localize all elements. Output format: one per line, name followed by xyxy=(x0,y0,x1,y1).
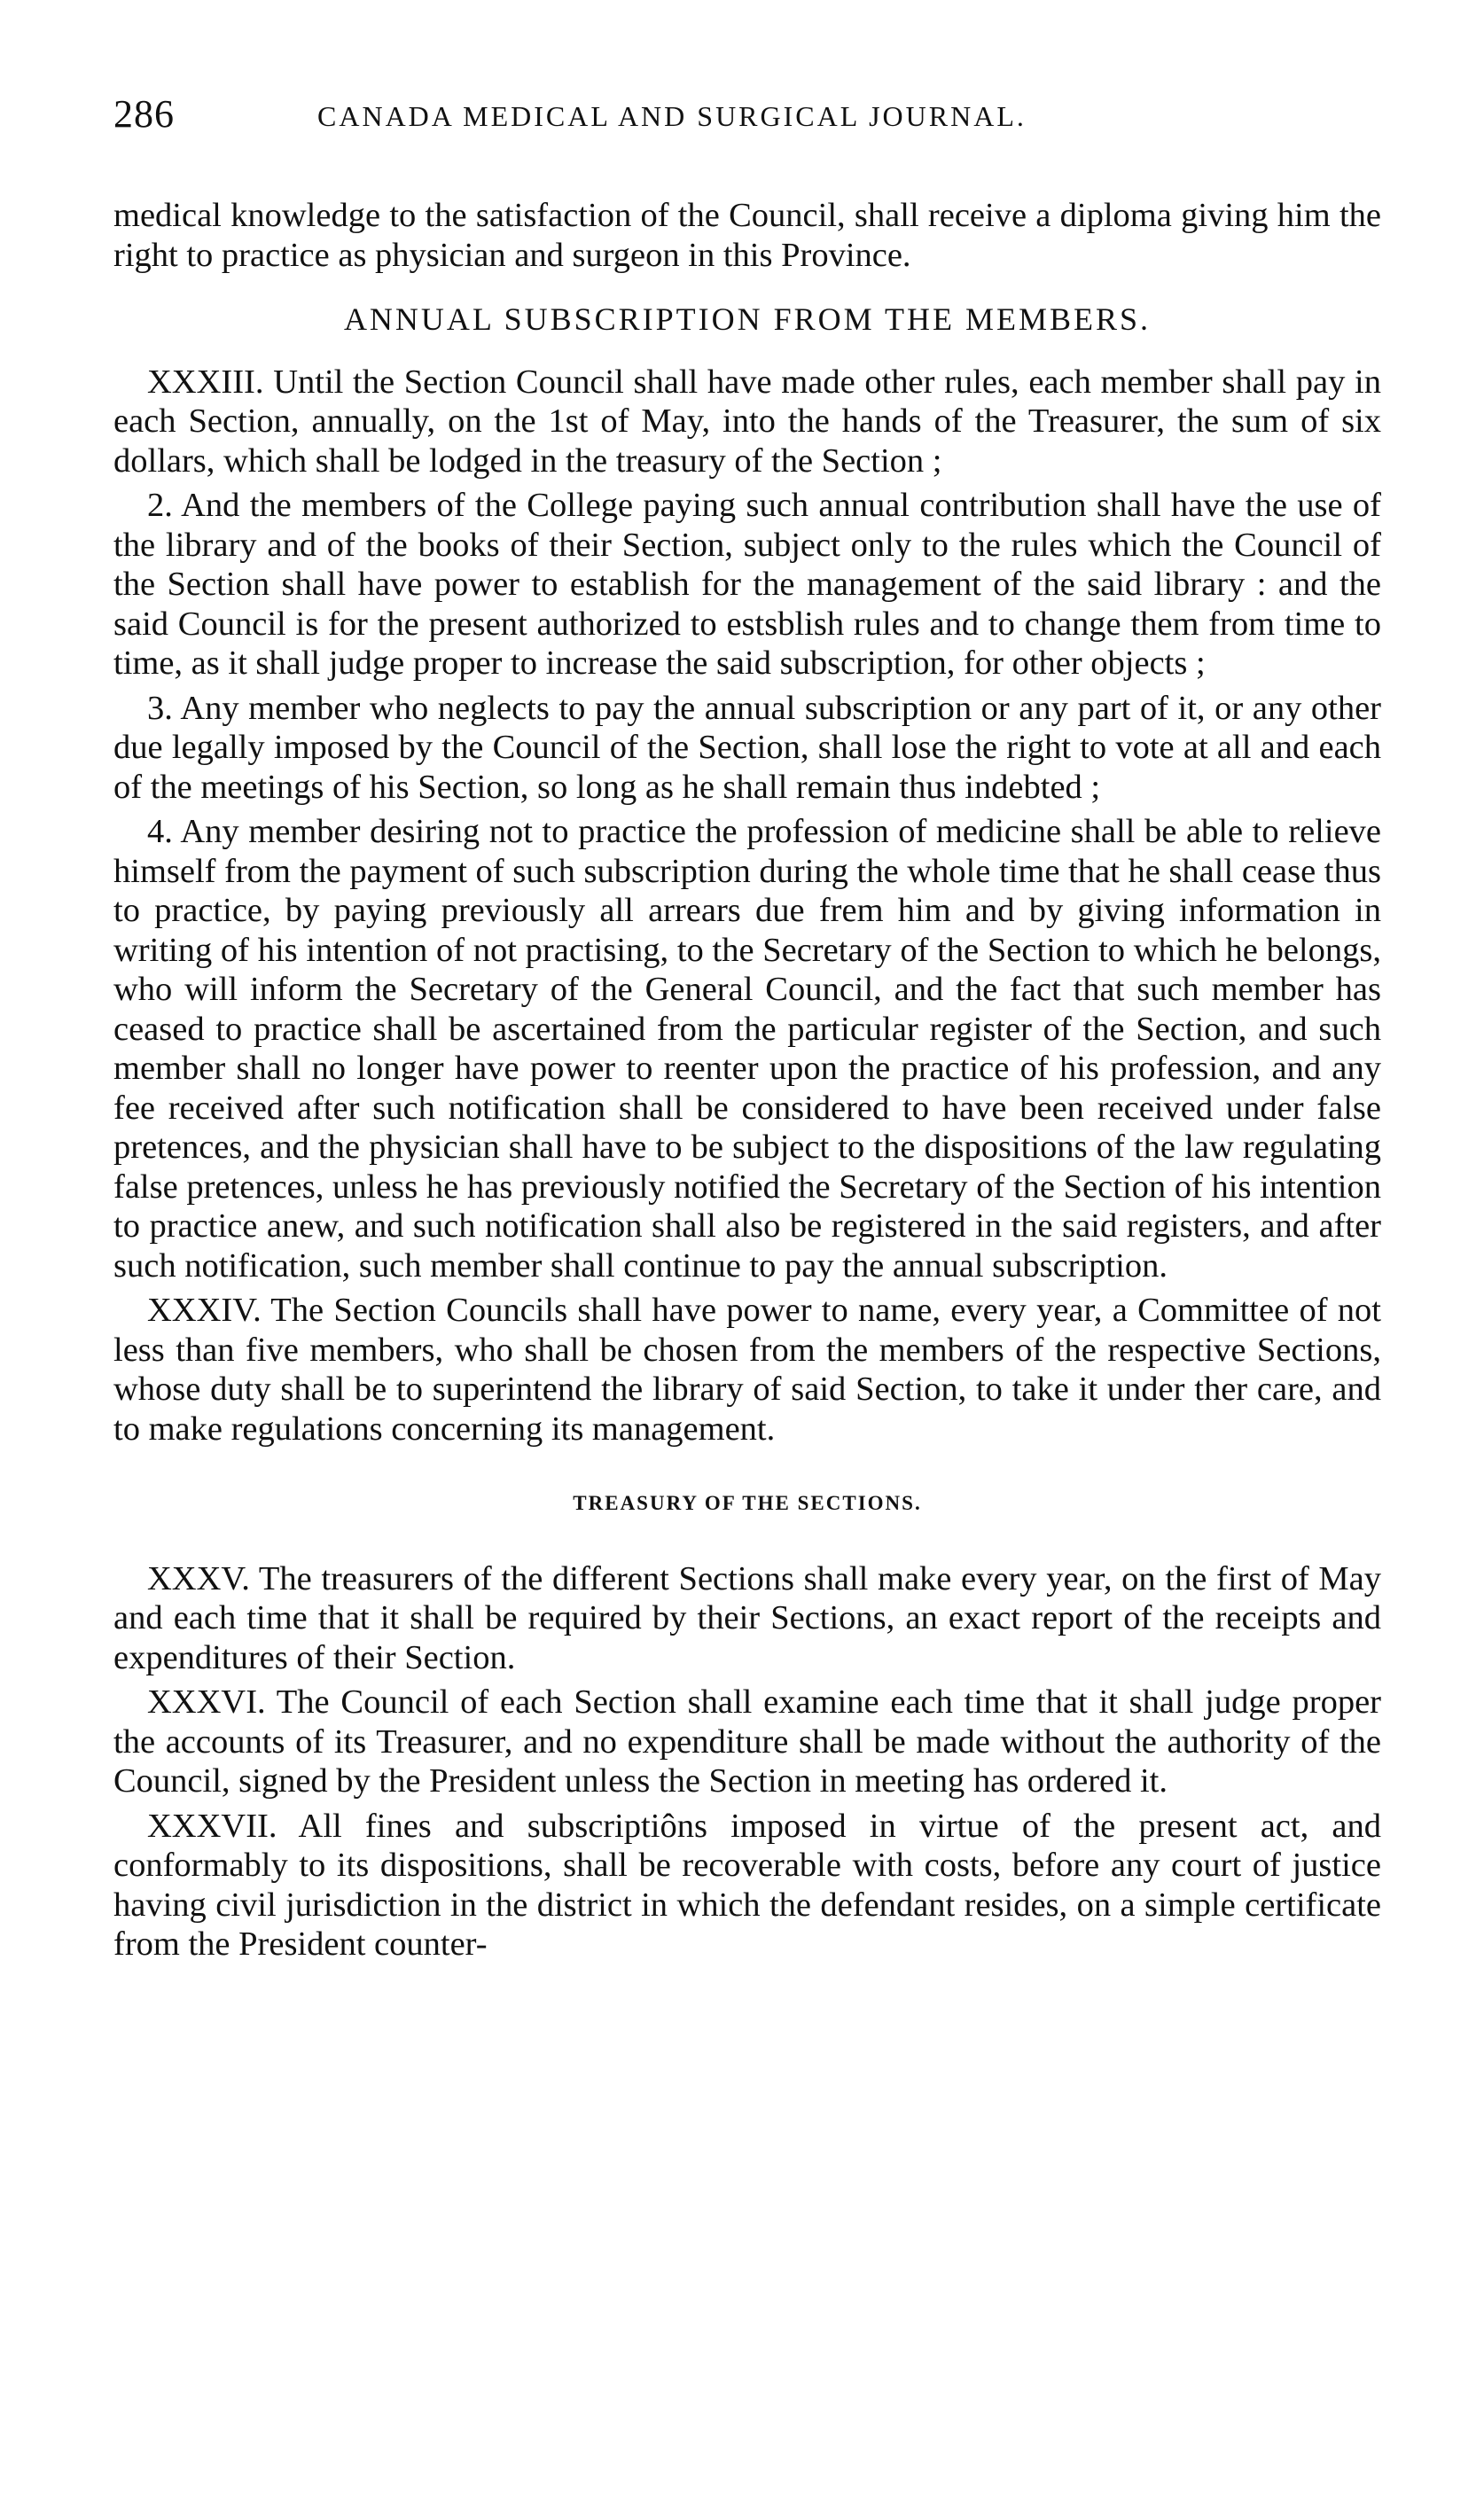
running-title: CANADA MEDICAL AND SURGICAL JOURNAL. xyxy=(317,100,1027,132)
paragraph-xxxiv: XXXIV. The Section Councils shall have power to name, every year, a Committee of not less than five members, who shall be chosen from the members of the respective Sections, whose duty shall be to superintend the library of said Section, to take it under ther care, and to make regulations concerning its management. xyxy=(113,1292,1381,1448)
heading-treasury-of-sections: TREASURY OF THE SECTIONS. xyxy=(573,1492,922,1514)
article-body xyxy=(113,196,1381,1964)
paragraph-xxxv: XXXV. The treasurers of the different Sections shall make every year, on the first of May and each time that it shall be required by their Sections, an exact report of the receipts and expenditures of their Section. xyxy=(113,1559,1381,1676)
journal-page xyxy=(113,84,1381,1970)
page-number: 286 xyxy=(113,92,175,136)
page-header xyxy=(113,84,1381,155)
paragraph-xxxiii-2: 2. And the members of the College paying such annual contribution shall have the use of the library and of the books of their Section, subject only to the rules which the Council of the Section shall have power to establish for the management of the said library : and the said Council is for the present authorized to estsblish rules and to change them from time to time, as it shall judge proper to increase the said subscription, for other objects ; xyxy=(113,487,1381,682)
heading-annual-subscription: ANNUAL SUBSCRIPTION FROM THE MEMBERS. xyxy=(343,301,1152,337)
paragraph-xxxiii-1: XXXIII. Until the Section Council shall have made other rules, each member shall pay in each Section, annually, on the 1st of May, into the hands of the Treasurer, the sum of six dollars, which shall be lodged in the treasury of the Section ; xyxy=(113,363,1381,480)
paragraph-xxxvii: XXXVII. All fines and subscriptiôns imposed in virtue of the present act, and conformably to its dispositions, shall be recoverable with costs, before any court of justice having civil jurisdiction in the district in which the defendant resides, on a simple certificate from the President counter- xyxy=(113,1807,1381,1963)
paragraph-xxxiii-4: 4. Any member desiring not to practice the profession of medicine shall be able to relieve himself from the payment of such subscription during the whole time that he shall cease thus to practice, by paying previously all arrears due frem him and by giving information in writing of his intention of not practising, to the Secretary of the Section to which he belongs, who will inform the Secretary of the General Council, and the fact that such member has ceased to practice shall be ascertained from the particular register of the Section, and such member shall no longer have power to reenter upon the practice of his profession, and any fee received after such notification shall be considered to have been received under false pretences, and the physician shall have to be subject to the dispositions of the law regulating false pretences, unless he has previously notified the Secretary of the Section of his intention to practice anew, and such notification shall also be registered in the said registers, and after such notification, such member shall continue to pay the annual subscription. xyxy=(113,813,1381,1285)
paragraph-xxxiii-3: 3. Any member who neglects to pay the annual subscription or any part of it, or any other due legally imposed by the Council of the Section, shall lose the right to vote at all and each of the meetings of his Section, so long as he shall remain thus indebted ; xyxy=(113,689,1381,806)
paragraph-xxxvi: XXXVI. The Council of each Section shall examine each time that it shall judge proper the accounts of its Treasurer, and no expenditure shall be made without the authority of the Council, signed by the President unless the Section in meeting has ordered it. xyxy=(113,1683,1381,1800)
paragraph-intro: medical knowledge to the satisfaction of the Council, shall receive a diploma giving him the right to practice as physician and surgeon in this Province. xyxy=(113,197,1381,274)
